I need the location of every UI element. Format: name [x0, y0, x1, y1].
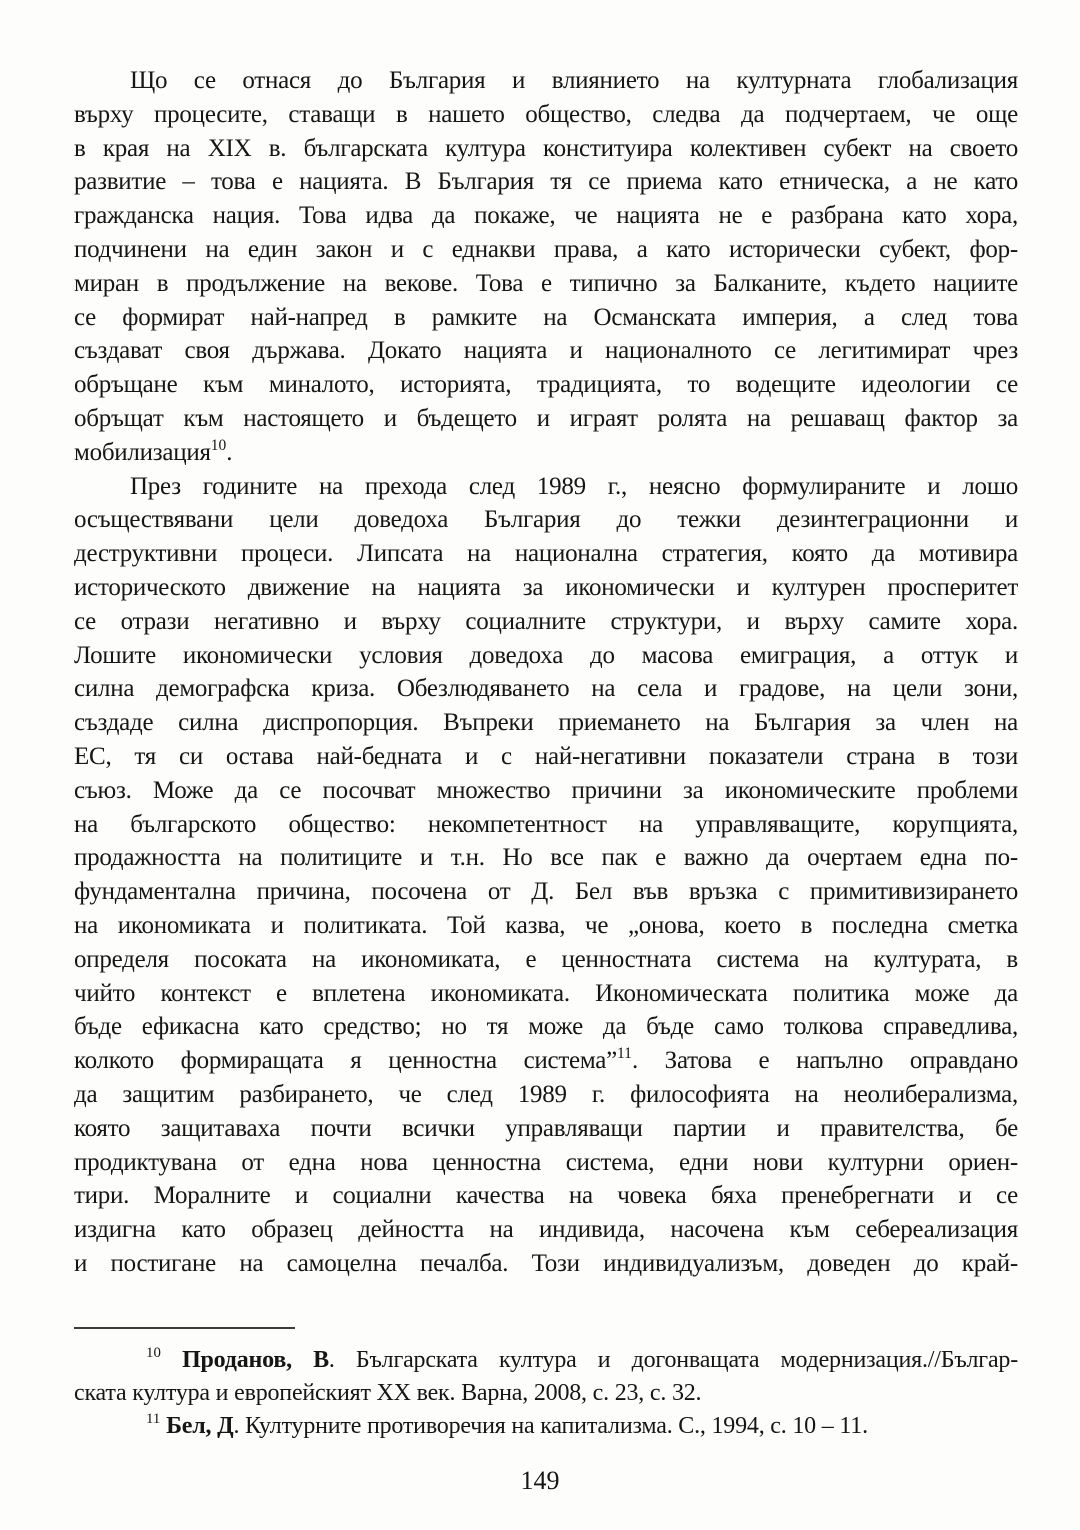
text-line: на българското общество: некомпетентност на управляващите, корупцията, [74, 810, 1018, 838]
text-line: съюз. Може да се посочват множество причини за икономическите проблеми [74, 776, 1018, 804]
text-line: бъде ефикасна като средство; но тя може да бъде само толкова справедлива, [74, 1013, 1018, 1041]
text-line: създаде силна диспропорция. Въпреки приемането на България за член на [74, 709, 1018, 737]
text-line: ЕС, тя си остава най-бедната и с най-негативни показатели страна в този [74, 742, 1018, 770]
footnote-author: Проданов, В [182, 1347, 329, 1373]
text-segment: . [226, 438, 233, 466]
page-number: 149 [520, 1466, 560, 1495]
footnote-separator [74, 1327, 295, 1329]
text-line: в края на XIX в. българската култура конституира колективен субект на своето [74, 134, 1018, 162]
main-text [74, 64, 1018, 1281]
text-line: тири. Моралните и социални качества на човека бяха пренебрегнати и се [74, 1182, 1018, 1210]
text-line: подчинени на един закон и с еднакви права, а като исторически субект, фор- [74, 235, 1018, 263]
text-segment: . Културните противоречия на капитализма. С., 1994, с. 10 – 11. [233, 1412, 868, 1439]
text-line: издигна като образец дейността на индивида, насочена към себереализация [74, 1216, 1018, 1244]
text-line: се формират най-напред в рамките на Османската империя, а след това [74, 303, 1018, 331]
text-segment: колкото формиращата я ценностна система” [74, 1047, 617, 1075]
footnote-10-line-2: ската култура и европейският XX век. Варна, 2008, с. 23, с. 32. [74, 1379, 702, 1406]
footnote-11-line-1 [74, 1410, 1018, 1443]
text-segment: . Затова е напълно оправдано [631, 1047, 1018, 1075]
footnote-10-line-1 [74, 1344, 1018, 1377]
text-line: фундаментална причина, посочена от Д. Бел във връзка с примитивизирането [74, 878, 1018, 906]
footnote-ref-10: 10 [210, 436, 227, 454]
text-line: гражданска нация. Това идва да покаже, че нацията не е разбрана като хора, [74, 202, 1018, 230]
text-line: обръщат към настоящето и бъдещето и играят ролята на решаващ фактор за [74, 404, 1018, 432]
footnote-author: Бел, Д [166, 1412, 234, 1439]
paragraph-2-quote-line [74, 1044, 1018, 1078]
text-line: Що се отнася до България и влиянието на културната глобализация [130, 67, 1018, 94]
text-line: обръщане към миналото, историята, традицията, то водещите идеологии се [74, 371, 1018, 399]
text-line: През годините на прехода след 1989 г., неясно формулираните и лошо [130, 472, 1018, 500]
text-line: продажността на политиците и т.н. Но все пак е важно да очертаем една по- [74, 844, 1018, 872]
paragraph-2 [74, 470, 1018, 1281]
text-line: върху процесите, ставащи в нашето общество, следва да подчертаем, че още [74, 100, 1018, 128]
text-line: осъществявани цели доведоха България до тежки дезинтеграционни и [74, 506, 1018, 534]
footnote-marker-11: 11 [146, 1410, 161, 1427]
text-line: Лошите икономически условия доведоха до масова емиграция, а оттук и [74, 641, 1018, 669]
text-line: продиктувана от една нова ценностна система, едни нови културни ориен- [74, 1148, 1018, 1176]
text-line: на икономиката и политиката. Той казва, че „онова, което в последна сметка [74, 911, 1018, 939]
text-line: миран в продължение на векове. Това е типично за Балканите, където нациите [74, 269, 1018, 297]
text-line: силна демографска криза. Обезлюдяването на села и градове, на цели зони, [74, 675, 1018, 703]
paragraph-1 [74, 64, 1018, 470]
text-line: създават своя държава. Докато нацията и националното се легитимират чрез [74, 337, 1018, 365]
footnote-marker-10: 10 [146, 1345, 161, 1361]
text-line: чийто контекст е вплетена икономиката. Икономическата политика може да [74, 979, 1018, 1007]
text-line: развитие – това е нацията. В България тя се приема като етническа, а не като [74, 168, 1018, 196]
text-segment: мобилизация [74, 438, 211, 466]
paragraph-1-final-line [74, 436, 1018, 470]
text-line: която защитаваха почти всички управляващи партии и правителства, бе [74, 1114, 1018, 1142]
text-segment: . Българската култура и догонващата модернизация.//Българ- [328, 1347, 1018, 1373]
footnote-ref-11: 11 [617, 1045, 632, 1063]
footnotes [74, 1344, 1018, 1442]
text-line: и постигане на самоцелна печалба. Този индивидуализъм, доведен до край- [74, 1249, 1018, 1277]
text-line: определя посоката на икономиката, е ценностната система на културата, в [74, 945, 1018, 973]
text-line: историческото движение на нацията за икономически и културен просперитет [74, 573, 1018, 601]
text-line: се отрази негативно и върху социалните структури, и върху самите хора. [74, 607, 1018, 635]
text-line: деструктивни процеси. Липсата на национална стратегия, която да мотивира [74, 540, 1018, 568]
text-line: да защитим разбирането, че след 1989 г. философията на неолиберализма, [74, 1080, 1018, 1108]
